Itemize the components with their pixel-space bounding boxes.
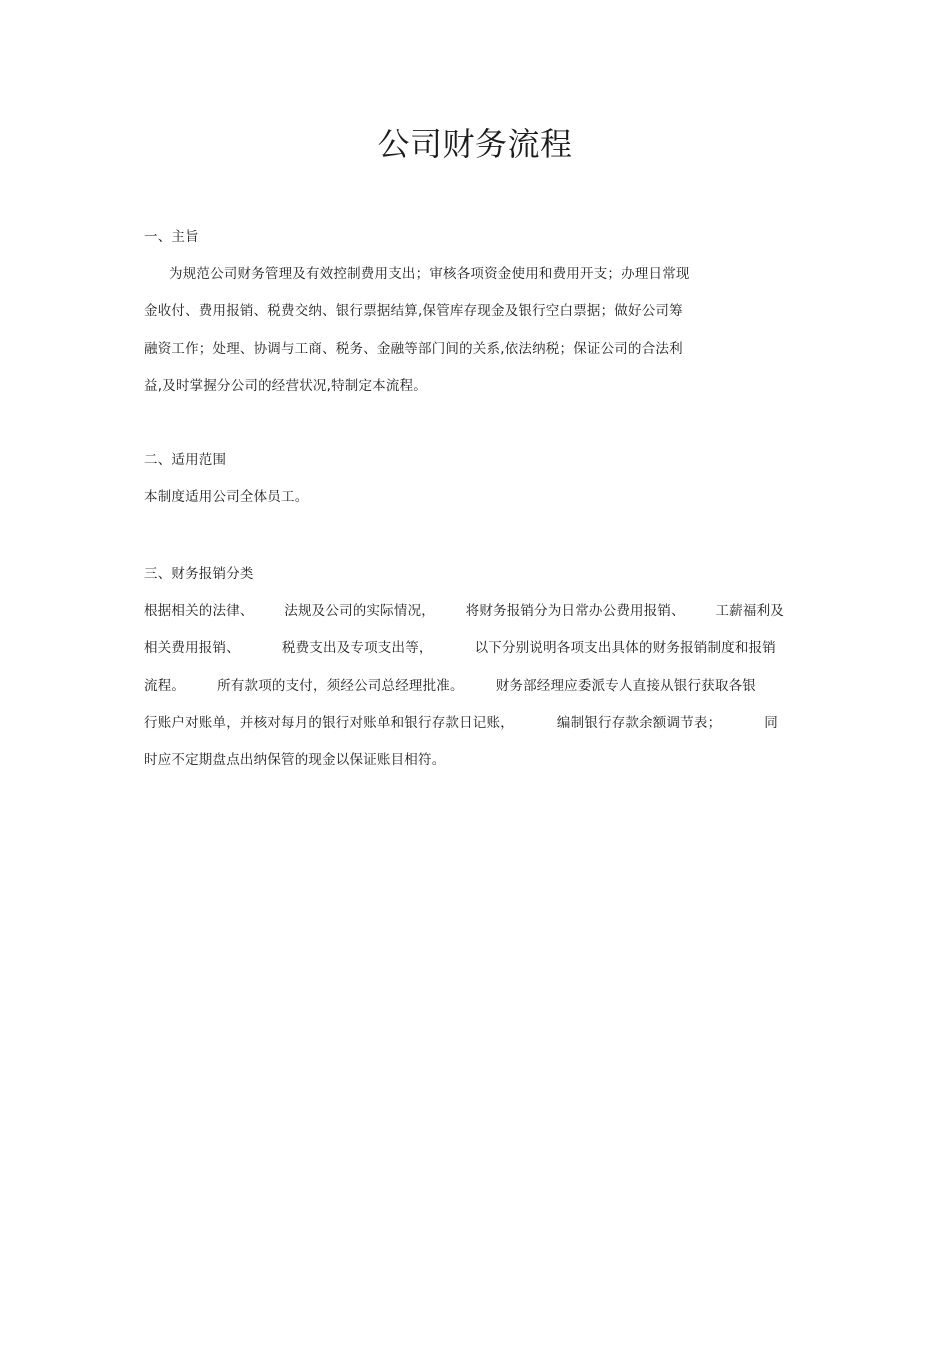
- section-3-line-4: [144, 714, 778, 732]
- text-fragment: 税费支出及专项支出等，: [281, 640, 433, 656]
- section-2-heading: 二、适用范围: [144, 452, 227, 468]
- section-1-line-2: 金收付、费用报销、税费交纳、银行票据结算,保管库存现金及银行空白票据；做好公司筹: [144, 303, 683, 319]
- text-fragment: 相关费用报销、: [144, 640, 240, 656]
- text-fragment: 同: [764, 715, 778, 731]
- text-fragment: 以下分别说明各项支出具体的财务报销制度和报销: [474, 640, 776, 656]
- section-3-line-3: [144, 677, 756, 695]
- text-fragment: 将财务报销分为日常办公费用报销、: [465, 603, 685, 619]
- section-1-line-4: 益,及时掌握分公司的经营状况,特制定本流程。: [144, 378, 427, 394]
- text-fragment: 所有款项的支付，须经公司总经理批准。: [217, 678, 464, 694]
- text-fragment: 流程。: [144, 678, 186, 694]
- section-1-heading: 一、主旨: [144, 229, 199, 245]
- section-3-line-5: 时应不定期盘点出纳保管的现金以保证账目相符。: [144, 752, 446, 768]
- section-2-line: 本制度适用公司全体员工。: [144, 489, 309, 505]
- section-3-line-2: [144, 639, 776, 657]
- text-fragment: 工薪福利及: [715, 603, 784, 619]
- text-fragment: 行账户对账单，并核对每月的银行对账单和银行存款日记账，: [144, 715, 514, 731]
- section-3-heading: 三、财务报销分类: [144, 566, 254, 582]
- text-fragment: 编制银行存款余额调节表；: [556, 715, 722, 731]
- document-title: 公司财务流程: [377, 125, 573, 163]
- section-3-line-1: [144, 602, 784, 620]
- text-fragment: 法规及公司的实际情况，: [284, 603, 435, 619]
- text-fragment: 根据相关的法律、: [144, 603, 254, 619]
- section-1-line-1: 为规范公司财务管理及有效控制费用支出；审核各项资金使用和费用开支；办理日常现: [169, 266, 690, 282]
- section-1-line-3: 融资工作；处理、协调与工商、税务、金融等部门间的关系,依法纳税；保证公司的合法利: [144, 341, 683, 357]
- text-fragment: 财务部经理应委派专人直接从银行获取各银: [495, 678, 756, 694]
